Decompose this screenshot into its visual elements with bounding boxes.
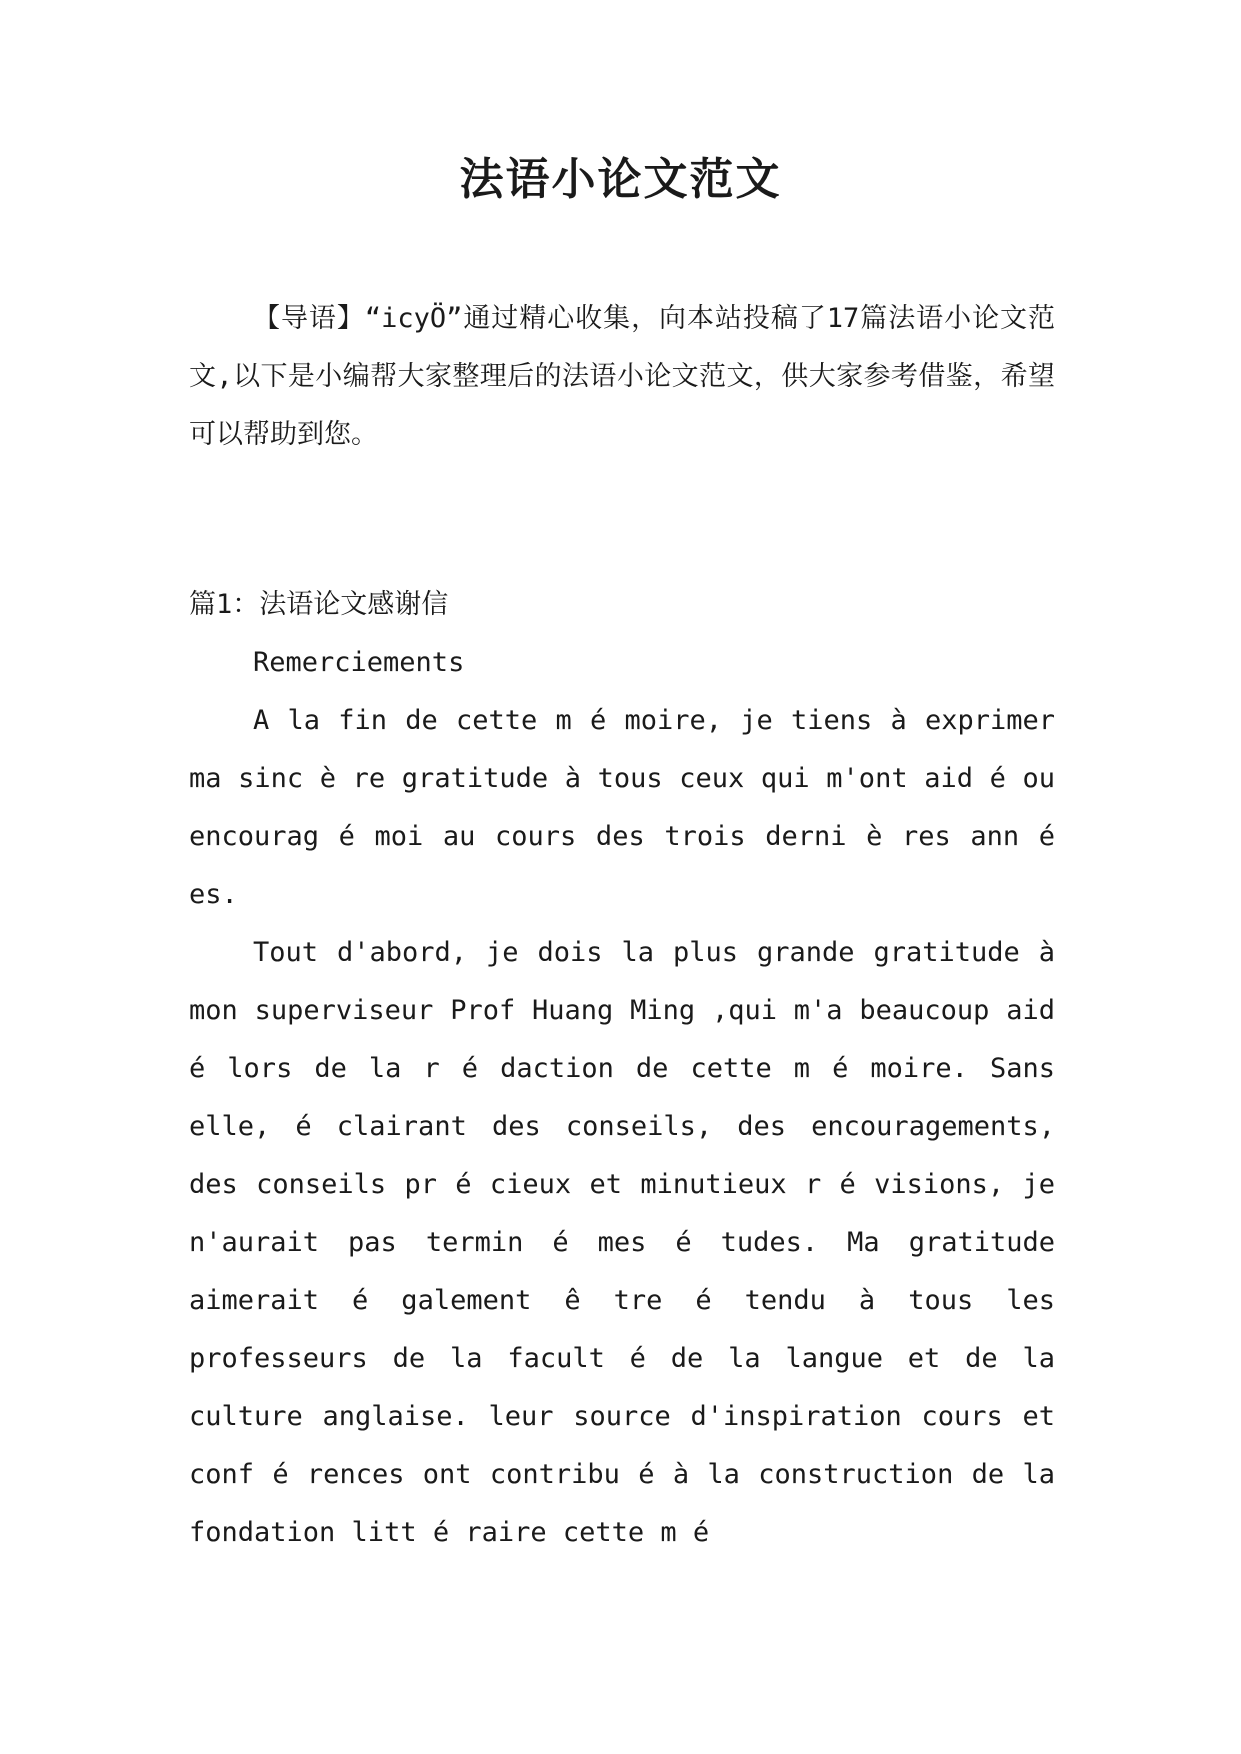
section-body [189,634,1055,1562]
section-heading: 篇1：法语论文感谢信 [189,589,449,620]
paragraph: Tout d'abord, je dois la plus grande gratitude à mon superviseur Prof Huang Ming ,qui m'a beaucoup aid é lors de la r é daction de cette m é moire. Sans elle, é clairant des conseils, des encouragements, des conseils pr é cieux et minutieux r é visions, je n'aurait pas termin é mes é tudes. Ma gratitude aimerait é galement ê tre é tendu à tous les professeurs de la facult é de la langue et de la culture anglaise. leur source d'inspiration cours et conf é rences ont contribu é à la construction de la fondation litt é raire cette m é [189,937,1055,1548]
paragraph: A la fin de cette m é moire, je tiens à exprimer ma sinc è re gratitude à tous ceux qui m'ont aid é ou encourag é moi au cours des trois derni è res ann é es. [189,705,1055,910]
paragraph-heading-remerciements: Remerciements [253,647,465,678]
intro-paragraph: 【导语】“icyÖ”通过精心收集，向本站投稿了17篇法语小论文范文,以下是小编帮大家整理后的法语小论文范文，供大家参考借鉴，希望可以帮助到您。 [189,303,1055,450]
document-title: 法语小论文范文 [459,154,782,205]
